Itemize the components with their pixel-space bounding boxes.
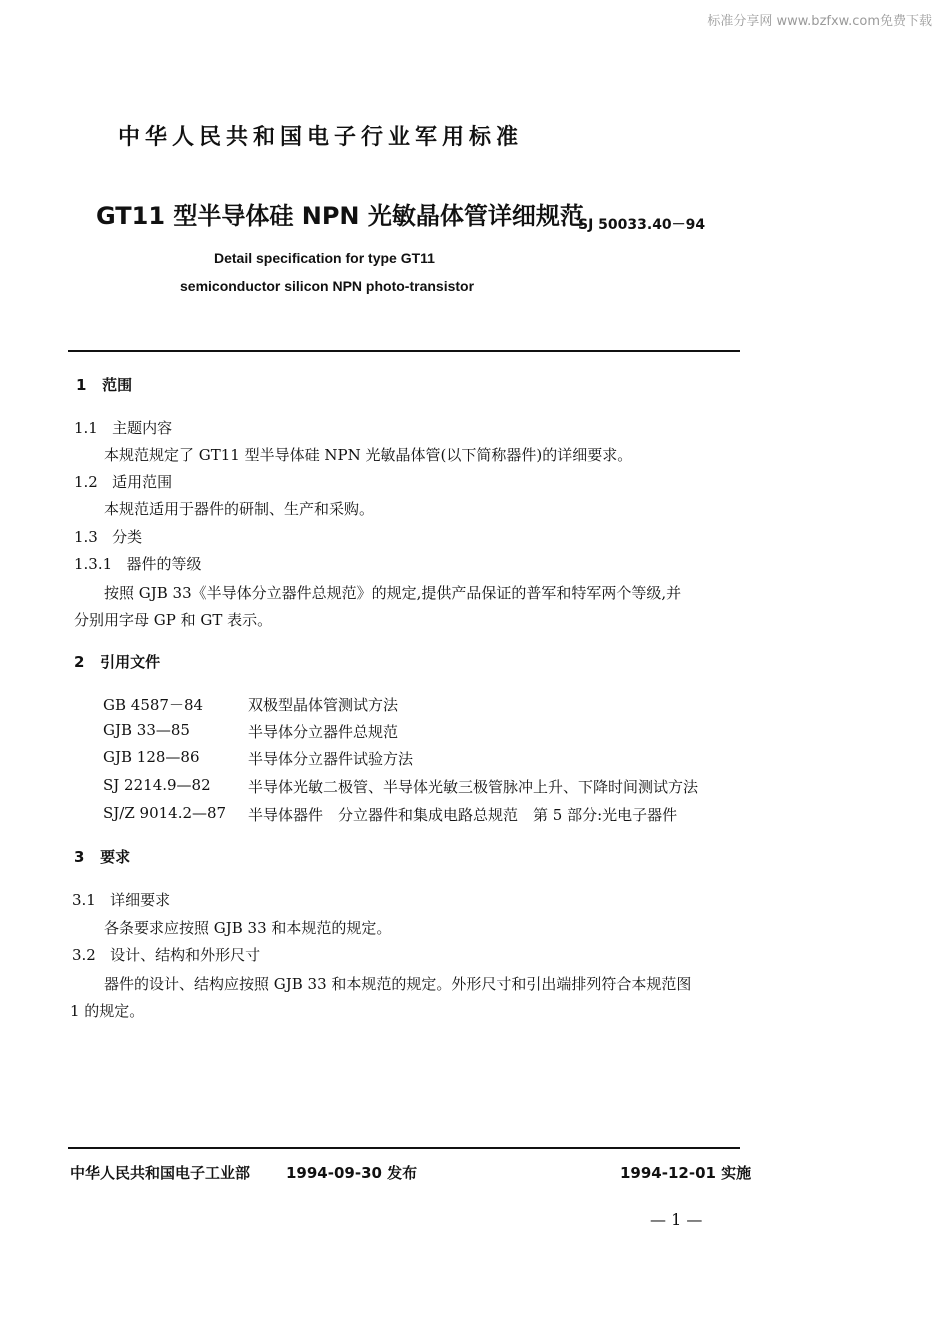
footer-issue-date: 1994-09-30 发布 xyxy=(286,1164,418,1182)
section-3-2-text-line1: 器件的设计、结构应按照 GJB 33 和本规范的规定。外形尺寸和引出端排列符合本规范图 xyxy=(104,975,692,993)
section-1-3-1-text-line1: 按照 GJB 33《半导体分立器件总规范》的规定,提供产品保证的普军和特军两个等级,并 xyxy=(104,584,682,602)
english-title-line1: Detail specification for type GT11 xyxy=(214,250,435,266)
section-1-1-heading xyxy=(74,417,172,438)
section-title: 分类 xyxy=(112,528,143,546)
section-1-3-1-text-line2: 分别用字母 GP 和 GT 表示。 xyxy=(74,611,273,629)
section-number: 1.1 xyxy=(74,419,98,437)
section-number: 1.3.1 xyxy=(74,555,113,573)
section-3-heading xyxy=(74,846,130,867)
section-3-1-heading xyxy=(72,889,170,910)
section-title: 范围 xyxy=(102,376,133,394)
section-1-3-heading xyxy=(74,526,142,547)
document-title: GT11 型半导体硅 NPN 光敏晶体管详细规范 xyxy=(96,202,584,230)
standard-title: 中华人民共和国电子行业军用标准 xyxy=(118,125,524,150)
section-number: 3 xyxy=(74,848,85,866)
section-number: 2 xyxy=(74,653,85,671)
section-3-2-text-line2: 1 的规定。 xyxy=(70,1002,145,1020)
reference-code: GJB 33—85 xyxy=(103,721,190,739)
section-number: 1.2 xyxy=(74,473,98,491)
section-title: 引用文件 xyxy=(100,653,161,671)
section-3-1-text: 各条要求应按照 GJB 33 和本规范的规定。 xyxy=(104,919,392,937)
section-title: 详细要求 xyxy=(110,891,171,909)
reference-title: 半导体分立器件试验方法 xyxy=(248,750,414,768)
section-1-3-1-heading xyxy=(74,553,202,574)
reference-title: 双极型晶体管测试方法 xyxy=(248,696,399,714)
section-1-2-heading xyxy=(74,471,172,492)
section-title: 主题内容 xyxy=(112,419,173,437)
section-title: 要求 xyxy=(100,848,131,866)
section-2-heading xyxy=(74,651,160,672)
english-title-line2: semiconductor silicon NPN photo-transistor xyxy=(180,278,475,294)
section-1-heading xyxy=(76,374,132,395)
reference-title: 半导体光敏二极管、半导体光敏三极管脉冲上升、下降时间测试方法 xyxy=(248,778,699,796)
section-number: 3.2 xyxy=(72,946,96,964)
reference-code: GJB 128—86 xyxy=(103,748,200,766)
section-title: 器件的等级 xyxy=(126,555,202,573)
footer-issuer: 中华人民共和国电子工业部 xyxy=(70,1164,251,1182)
section-1-1-text: 本规范规定了 GT11 型半导体硅 NPN 光敏晶体管(以下简称器件)的详细要求。 xyxy=(104,446,633,464)
reference-title: 半导体器件 分立器件和集成电路总规范 第 5 部分:光电子器件 xyxy=(248,806,678,824)
reference-title: 半导体分立器件总规范 xyxy=(248,723,399,741)
section-number: 3.1 xyxy=(72,891,96,909)
reference-code: SJ/Z 9014.2—87 xyxy=(103,804,227,822)
footer-effective-date: 1994-12-01 实施 xyxy=(620,1164,752,1182)
section-number: 1.3 xyxy=(74,528,98,546)
section-3-2-heading xyxy=(72,944,260,965)
reference-code: SJ 2214.9—82 xyxy=(103,776,211,794)
page-number: — 1 — xyxy=(650,1210,703,1229)
document-code: SJ 50033.40－94 xyxy=(578,217,706,233)
footer-divider xyxy=(68,1147,740,1149)
section-1-2-text: 本规范适用于器件的研制、生产和采购。 xyxy=(104,500,375,518)
reference-code: GB 4587－84 xyxy=(103,696,204,714)
section-title: 设计、结构和外形尺寸 xyxy=(110,946,261,964)
header-divider xyxy=(68,350,740,352)
section-title: 适用范围 xyxy=(112,473,173,491)
watermark: 标准分享网 www.bzfxw.com免费下载 xyxy=(707,14,932,29)
section-number: 1 xyxy=(76,376,87,394)
